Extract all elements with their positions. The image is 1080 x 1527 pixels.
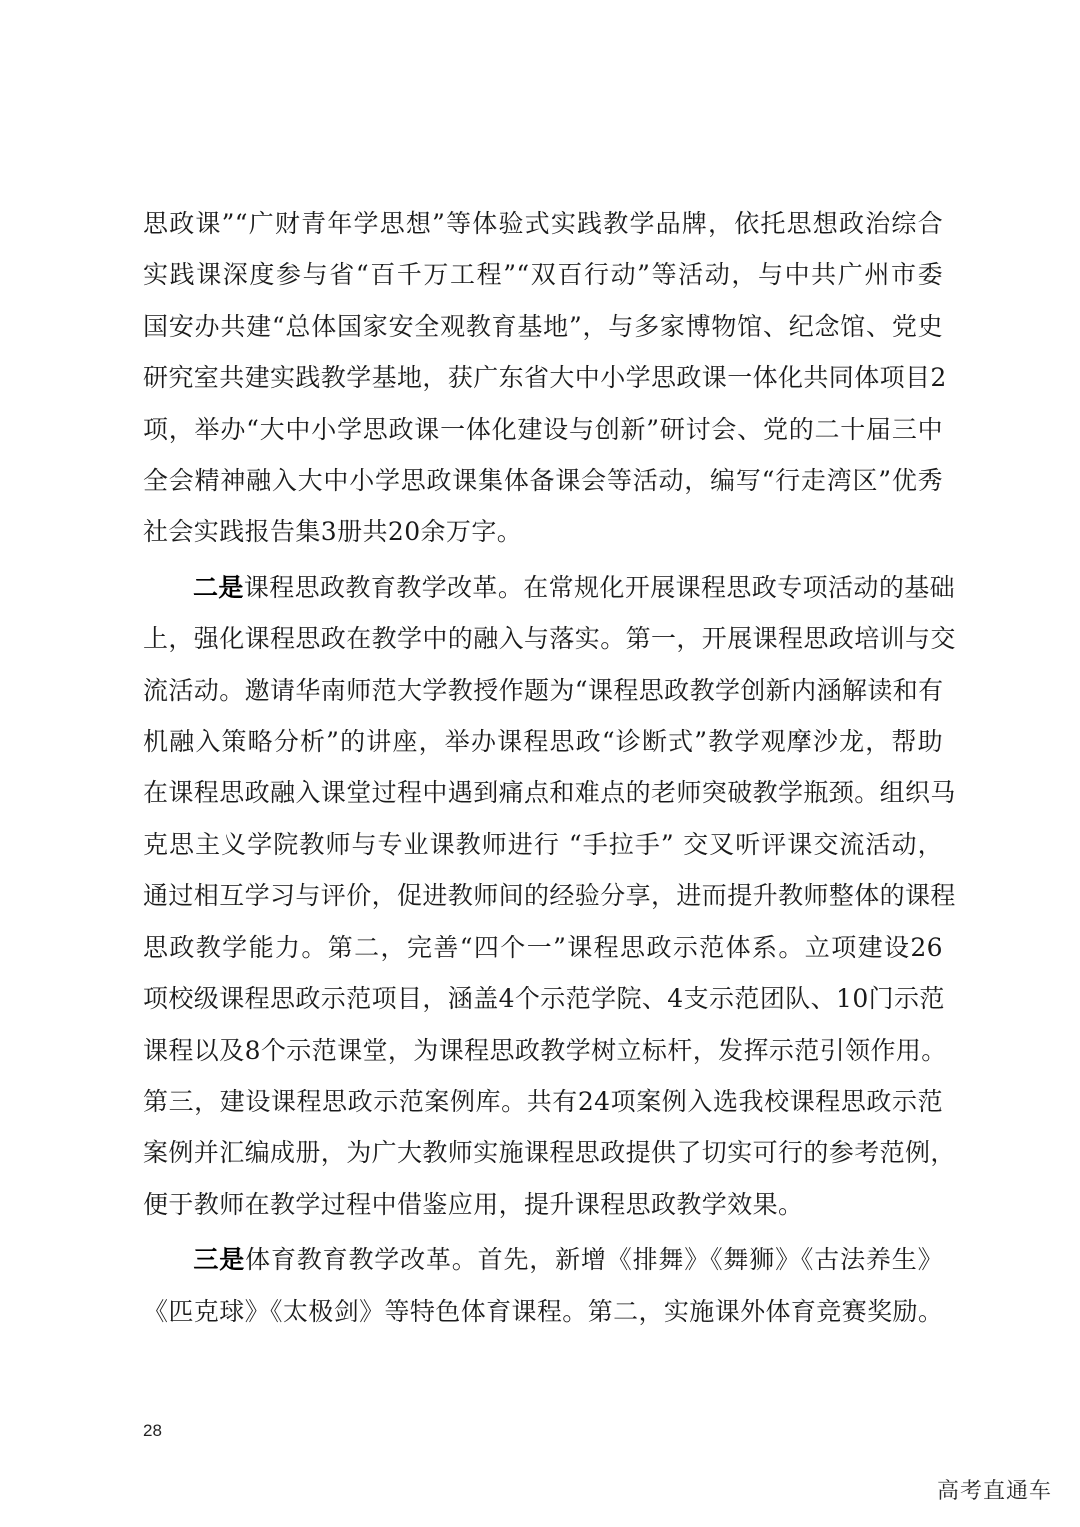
text-line: 项校级课程思政示范项目，涵盖4个示范学院、4支示范团队、10门示范 — [143, 984, 945, 1014]
text-line-rest: 体育教育教学改革。首先，新增《排舞》《舞狮》《古法养生》 — [245, 1245, 943, 1275]
text-line: 思政课”“广财青年学思想”等体验式实践教学品牌，依托思想政治综合 — [143, 209, 943, 238]
watermark-text: 高考直通车 — [936, 1479, 1052, 1504]
paragraph-3 — [143, 1234, 943, 1337]
text-line: 第三，建设课程思政示范案例库。共有24项案例入选我校课程思政示范 — [143, 1086, 943, 1116]
paragraph-2 — [143, 562, 956, 1230]
text-line-rest: 课程思政教育教学改革。在常规化开展课程思政专项活动的基础 — [243, 572, 956, 602]
text-line: 全会精神融入大中小学思政课集体备课会等活动，编写“行走湾区”优秀 — [143, 466, 943, 496]
text-line: 上，强化课程思政在教学中的融入与落实。第一，开展课程思政培训与交 — [143, 624, 956, 654]
text-line: 克思主义学院教师与专业课教师进行 “手拉手” 交叉听评课交流活动， — [143, 829, 943, 859]
text-line: 项，举办“大中小学思政课一体化建设与创新”研讨会、党的二十届三中 — [143, 414, 943, 444]
page-number: 28 — [143, 1421, 162, 1440]
body-text — [143, 198, 956, 1341]
paragraph-1 — [143, 198, 947, 558]
text-line: 课程以及8个示范课堂，为课程思政教学树立标杆，发挥示范引领作用。 — [143, 1035, 947, 1065]
paragraph-lead: 二是 — [193, 572, 244, 602]
text-line: 通过相互学习与评价，促进教师间的经验分享，进而提升教师整体的课程 — [143, 881, 956, 911]
text-line: 研究室共建实践教学基地，获广东省大中小学思政课一体化共同体项目2 — [143, 363, 947, 393]
text-line: 社会实践报告集3册共20余万字。 — [143, 517, 523, 547]
text-line: 机融入策略分析”的讲座，举办课程思政“诊断式”教学观摩沙龙，帮助 — [143, 727, 943, 757]
text-line: 案例并汇编成册，为广大教师实施课程思政提供了切实可行的参考范例， — [143, 1138, 956, 1168]
text-line: 《匹克球》《太极剑》等特色体育课程。第二，实施课外体育竞赛奖励。 — [143, 1296, 944, 1326]
text-line — [143, 562, 956, 613]
text-line: 在课程思政融入课堂过程中遇到痛点和难点的老师突破教学瓶颈。组织马 — [143, 778, 956, 808]
text-line: 便于教师在教学过程中借鉴应用，提升课程思政教学效果。 — [143, 1189, 804, 1219]
paragraph-lead: 三是 — [193, 1245, 246, 1275]
text-line: 国安办共建“总体国家安全观教育基地”，与多家博物馆、纪念馆、党史 — [143, 311, 943, 341]
text-line: 思政教学能力。第二，完善“四个一”课程思政示范体系。立项建设26 — [143, 932, 943, 962]
text-line — [143, 1234, 943, 1285]
text-line: 实践课深度参与省“百千万工程”“双百行动”等活动，与中共广州市委 — [143, 260, 943, 290]
text-line: 流活动。邀请华南师范大学教授作题为“课程思政教学创新内涵解读和有 — [143, 675, 944, 705]
